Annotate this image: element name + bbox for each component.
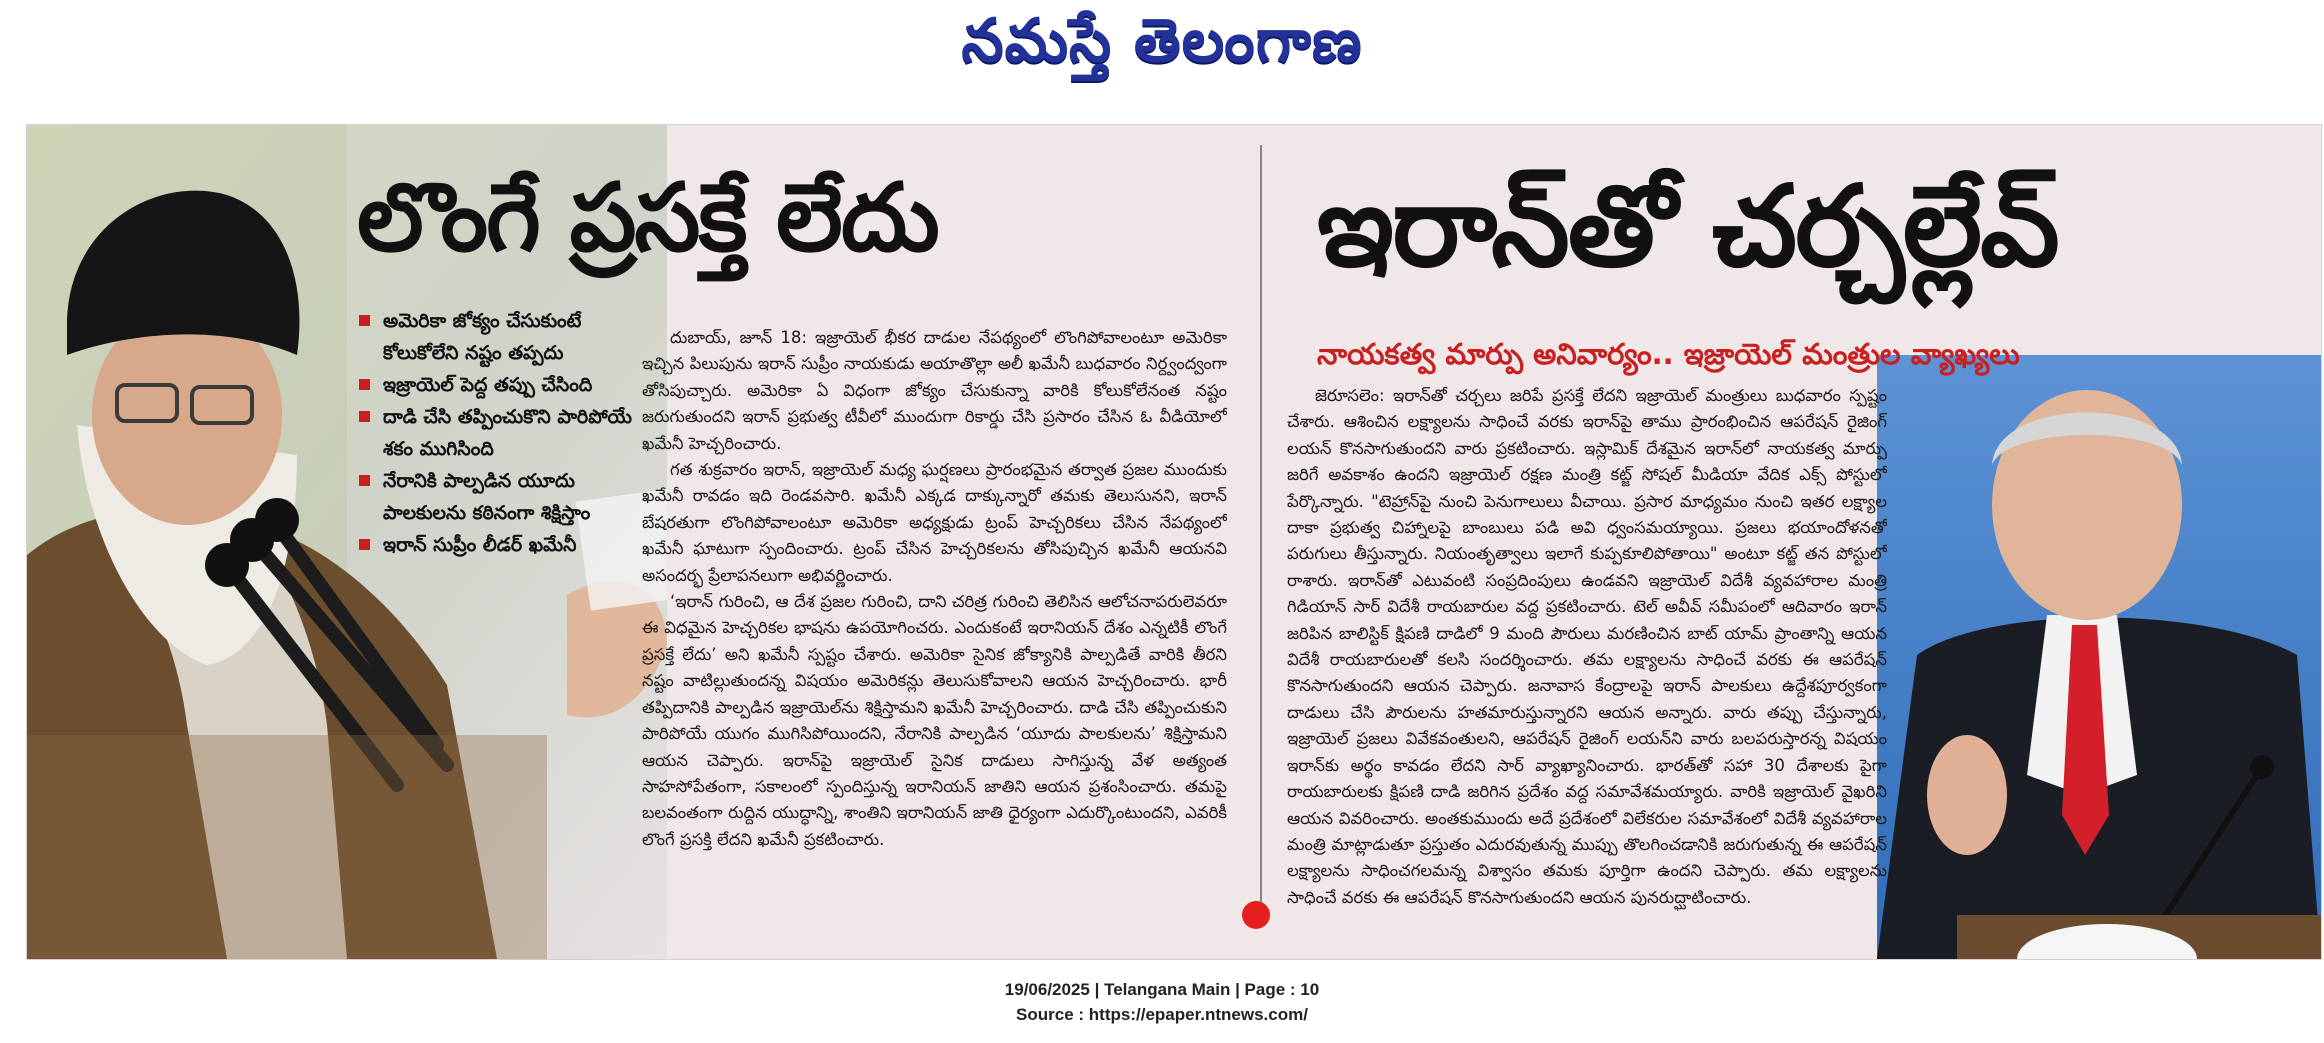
red-dot-marker — [1242, 901, 1270, 929]
bullet-point: అమెరికా జోక్యం చేసుకుంటే కోలుకోలేని నష్టం తప్పదు — [357, 305, 657, 369]
bullet-point: ఇజ్రాయెల్ పెద్ద తప్పు చేసింది — [357, 369, 657, 401]
left-bullet-list — [357, 305, 657, 561]
article-paragraph: జెరూసలెం: ఇరాన్‌తో చర్చలు జరిపే ప్రసక్తే లేదని ఇజ్రాయెల్ మంత్రులు బుధవారం స్పష్టం చేశారు. ఆశించిన లక్ష్యాలను సాధించే వరకు ఇరాన్‌పై తాము ప్రారంభించిన ఆపరేషన్ రైజింగ్ లయన్ కొనసాగుతుందని వారు ప్రకటించారు. ఇస్లామిక్ దేశమైన ఇరాన్‌లో నాయకత్వ మార్పు జరిగే అవకాశం ఉందని ఇజ్రాయెల్ రక్షణ మంత్రి కట్జ్ సోషల్ మీడియా వేదిక ఎక్స్ పోస్టులో పేర్కొన్నారు. "టెహ్రాన్‌పై నుంచి పెనుగాలులు వీచాయి. ప్రసార మాధ్యమం నుంచి ఇతర లక్ష్యాల దాకా ప్రభుత్వ చిహ్నాలపై బాంబులు పడి అవి ధ్వంసమయ్యాయి. ప్రజలు భయాందోళనతో పరుగులు తీస్తున్నారు. నియంతృత్వాలు ఇలాగే కుప్పకూలిపోతాయి" అంటూ కట్జ్ తన పోస్టులో రాశారు. ఇరాన్‌తో ఎటువంటి సంప్రదింపులు ఉండవని ఇజ్రాయెల్ విదేశీ వ్యవహారాల మంత్రి గిడియాన్ సార్ విదేశీ రాయబారుల వద్ద ప్రకటించారు. టెల్ అవీవ్ సమీపంలో ఆదివారం ఇరాన్ జరిపిన బాలిస్టిక్ క్షిపణి దాడిలో 9 మంది పౌరులు మరణించిన బాట్ యామ్ ప్రాంతాన్ని ఆయన విదేశీ రాయబారులతో కలసి సందర్శించారు. తమ లక్ష్యాలను సాధించే వరకు ఈ ఆపరేషన్ కొనసాగుతుందని ఆయన చెప్పారు. జనావాస కేంద్రాలపై ఇరాన్ పాలకులు ఉద్దేశపూర్వకంగా దాడులు చేసి పౌరులను హతమారుస్తున్నారని ఆయన అన్నారు. వారు తప్పు చేస్తున్నారు, ఇజ్రాయెల్ ప్రజలు వివేకవంతులని, ఆపరేషన్ రైజింగ్ లయన్‌ని వారు బలపరుస్తారన్న విషయం ఇరాన్‌కు అర్థం కావడం లేదని సార్ వ్యాఖ్యానించారు. భారత్‌తో సహా 30 దేశాలకు పైగా రాయబారులకు క్షిపణి దాడి జరిగిన ప్రదేశం వద్ద సమావేశమయ్యారు. వారికి ఇజ్రాయెల్ వైఖరిని ఆయన వివరించారు. అంతకుముందు అదే ప్రదేశంలో విలేకరుల సమావేశంలో విదేశీ వ్యవహారాల మంత్రి మాట్లాడుతూ ప్రస్తుతం ఎదురవుతున్న ముప్పు తొలగించడానికి జరుగుతున్న ఈ ఆపరేషన్ లక్ష్యాలను సాధించగలమన్న విశ్వాసం తమకు పూర్తిగా ఉందని చెప్పారు. తమ లక్ష్యాలను సాధించే వరకు ఈ ఆపరేషన్ కొనసాగుతుందని ఆయన పునరుద్ఘాటించారు. — [1287, 386, 1887, 907]
bullet-point: ఇరాన్ సుప్రీం లీడర్ ఖమేనీ — [357, 529, 657, 561]
left-article-body — [642, 325, 1227, 925]
article-paragraph: ‘ఇరాన్ గురించి, ఆ దేశ ప్రజల గురించి, దాని చరిత్ర గురించి తెలిసిన ఆలోచనాపరులెవరూ ఈ విధమైన హెచ్చరికల భాషను ఉపయోగించరు. ఎందుకంటే ఇరానియన్ దేశం ఎన్నటికీ లొంగే ప్రసక్తే లేదు’ అని ఖమేనీ స్పష్టం చేశారు. అమెరికా సైనిక జోక్యానికి పాల్పడితే వారికి తీరని నష్టం వాటిల్లుతుందన్న విషయం అమెరికన్లు తెలుసుకోవాలని ఆయన హెచ్చరించారు. భారీ తప్పిదానికి పాల్పడిన ఇజ్రాయెల్‌ను శిక్షిస్తామని ఖమేనీ హెచ్చరించారు. దాడి చేసి తప్పించుకుని పారిపోయే యుగం ముగిసిపోయిందని, నేరానికి పాల్పడిన ‘యూదు పాలకులను’ శిక్షిస్తామని ఆయన చెప్పారు. ఇరాన్‌పై ఇజ్రాయెల్ సైనిక దాడులు సాగిస్తున్న వేళ అత్యంత సాహసోపేతంగా, సకాలంలో స్పందిస్తున్న ఇరానియన్ జాతిని ఆయన ప్రశంసించారు. తమపై బలవంతంగా రుద్దిన యుద్ధాన్ని, శాంతిని ఇరానియన్ జాతి ధైర్యంగా ఎదుర్కొంటుందని, ఎవరికీ లొంగే ప్రసక్తి లేదని ఖమేనీ ప్రకటించారు. — [642, 592, 1227, 849]
right-article-body — [1287, 383, 1887, 960]
masthead — [0, 0, 2324, 110]
left-headline: లొంగే ప్రసక్తే లేదు — [357, 163, 938, 273]
news-clipping — [26, 124, 2322, 960]
column-divider — [1260, 145, 1262, 925]
bullet-point: దాడి చేసి తప్పించుకొని పారిపోయే శకం ముగిసింది — [357, 401, 657, 465]
right-subheadline: నాయకత్వ మార్పు అనివార్యం.. ఇజ్రాయెల్ మంత్రుల వ్యాఖ్యలు — [1317, 337, 2020, 371]
right-headline: ఇరాన్‌తో చర్చల్లేవ్ — [1317, 161, 2058, 292]
footer-date-line: 19/06/2025 | Telangana Main | Page : 10 — [1004, 980, 1320, 999]
article-paragraph: గత శుక్రవారం ఇరాన్, ఇజ్రాయెల్ మధ్య ఘర్షణలు ప్రారంభమైన తర్వాత ప్రజల ముందుకు ఖమేనీ రావడం ఇది రెండవసారి. ఖమేనీ ఎక్కడ దాక్కున్నారో తమకు తెలుసునని, ఇరాన్ బేషరతుగా లొంగిపోవాలంటూ అమెరికా అధ్యక్షుడు ట్రంప్ హెచ్చరికలు చేసిన నేపథ్యంలో ఖమేనీ ఘాటుగా స్పందించారు. ట్రంప్ చేసిన హెచ్చరికలను తోసిపుచ్చిన ఖమేనీ ఆయనవి అసందర్భ ప్రేలాపనలుగా అభివర్ణించారు. — [642, 460, 1227, 585]
footer-source-line: Source : https://epaper.ntnews.com/ — [1016, 1005, 1308, 1024]
right-photo — [1877, 355, 2321, 959]
article-paragraph: దుబాయ్, జూన్ 18: ఇజ్రాయెల్ భీకర దాడుల నేపథ్యంలో లొంగిపోవాలంటూ అమెరికా ఇచ్చిన పిలుపును ఇరాన్ సుప్రీం నాయకుడు అయాతొల్లా అలీ ఖమేనీ బుధవారం నిర్ద్వంద్వంగా తోసిపుచ్చారు. అమెరికా ఏ విధంగా జోక్యం చేసుకున్నా వారికి కోలుకోలేనంత నష్టం జరుగుతుందని ఇరాన్ ప్రభుత్వ టీవీలో ముందుగా రికార్డు చేసి ప్రసారం చేసిన ఓ వీడియోలో ఖమేనీ హెచ్చరించారు. — [642, 328, 1227, 453]
bullet-point: నేరానికి పాల్పడిన యూదు పాలకులను కఠినంగా శిక్షిస్తాం — [357, 465, 657, 529]
masthead-title: నమస్తే తెలంగాణ — [961, 6, 1363, 76]
